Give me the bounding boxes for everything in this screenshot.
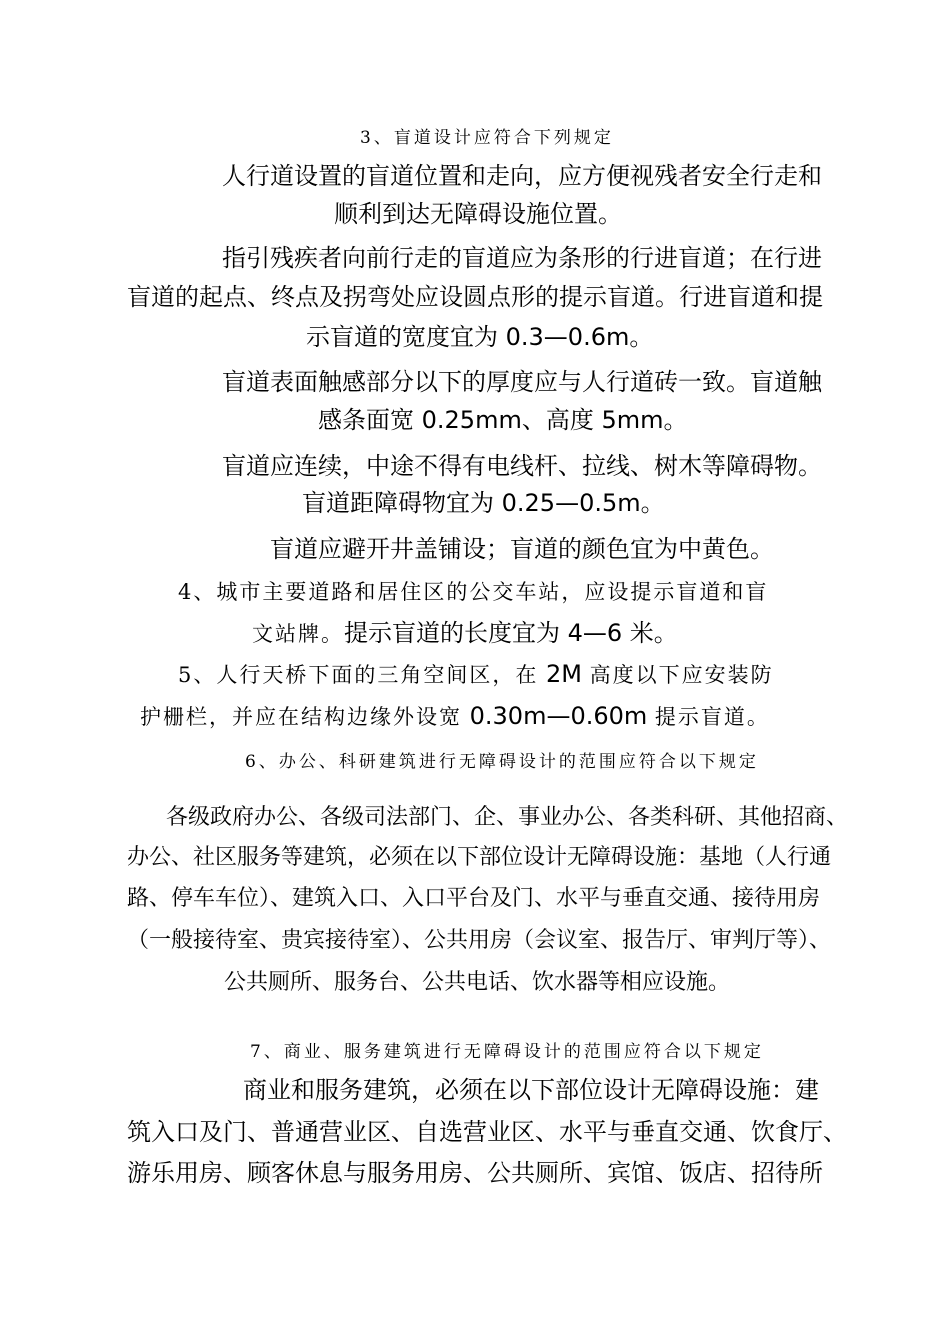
s3-p3-line1: 盲道表面触感部分以下的厚度应与人行道砖一致。盲道触 bbox=[222, 368, 822, 396]
s6-body-line3: 路、停车车位）、建筑入口、入口平台及门、水平与垂直交通、接待用房 bbox=[127, 886, 821, 911]
section-5-line2-b: 0.30m—0.60m bbox=[469, 702, 648, 730]
s3-p3-line2: 感条面宽 0.25mm、高度 5mm。 bbox=[318, 406, 688, 434]
section-4-line2-b: 提示盲道的长度宜为 4—6 米。 bbox=[344, 619, 678, 647]
s3-p4-line1: 盲道应连续，中途不得有电线杆、拉线、树木等障碍物。 bbox=[222, 452, 822, 480]
s6-body-line1: 各级政府办公、各级司法部门、企、事业办公、各类科研、其他招商、 bbox=[166, 805, 849, 830]
s3-p5-line1: 盲道应避开井盖铺设；盲道的颜色宜为中黄色。 bbox=[270, 535, 774, 563]
section-5-line2-c: 提示盲道。 bbox=[654, 705, 770, 729]
section-5-line1 bbox=[178, 659, 774, 689]
s6-body-line2: 办公、社区服务等建筑，必须在以下部位设计无障碍设施：基地（人行通 bbox=[127, 845, 832, 870]
s6-body-line4: （一般接待室、贵宾接待室）、公共用房（会议室、报告厅、审判厅等）、 bbox=[127, 928, 832, 953]
section-4-line2 bbox=[252, 618, 678, 648]
s3-p2-line3: 示盲道的宽度宜为 0.3—0.6m。 bbox=[306, 323, 654, 351]
s6-body-line5: 公共厕所、服务台、公共电话、饮水器等相应设施。 bbox=[224, 970, 731, 995]
section-6-heading: 6、办公、科研建筑进行无障碍设计的范围应符合以下规定 bbox=[245, 752, 759, 772]
s3-p2-line2: 盲道的起点、终点及拐弯处应设圆点形的提示盲道。行进盲道和提 bbox=[127, 283, 823, 311]
s3-p2-line1: 指引残疾者向前行走的盲道应为条形的行进盲道；在行进 bbox=[222, 244, 822, 272]
s7-body-line2: 筑入口及门、普通营业区、自选营业区、水平与垂直交通、饮食厅、 bbox=[127, 1118, 847, 1146]
section-7-heading: 7、商业、服务建筑进行无障碍设计的范围应符合以下规定 bbox=[250, 1042, 764, 1062]
s7-body-line3: 游乐用房、顾客休息与服务用房、公共厕所、宾馆、饭店、招待所 bbox=[127, 1159, 823, 1187]
section-5-line2 bbox=[140, 701, 770, 731]
s3-p4-line2: 盲道距障碍物宜为 0.25—0.5m。 bbox=[302, 489, 665, 517]
s3-p1-line1: 人行道设置的盲道位置和走向，应方便视残者安全行走和 bbox=[222, 162, 822, 190]
s3-p1-line2: 顺利到达无障碍设施位置。 bbox=[334, 200, 622, 228]
section-5-line1-b: 2M bbox=[546, 660, 582, 688]
section-5-line1-c: 高度以下应安装防 bbox=[589, 663, 774, 687]
section-5-line1-a: 5、人行天桥下面的三角空间区，在 bbox=[178, 663, 539, 687]
s7-body-line1: 商业和服务建筑，必须在以下部位设计无障碍设施：建 bbox=[243, 1076, 819, 1104]
section-4-line2-a: 文站牌。 bbox=[252, 622, 344, 646]
section-3-heading: 3、盲道设计应符合下列规定 bbox=[360, 128, 614, 148]
section-4-line1: 4、城市主要道路和居住区的公交车站，应设提示盲道和盲 bbox=[178, 580, 769, 604]
section-5-line2-a: 护栅栏，并应在结构边缘外设宽 bbox=[140, 705, 462, 729]
